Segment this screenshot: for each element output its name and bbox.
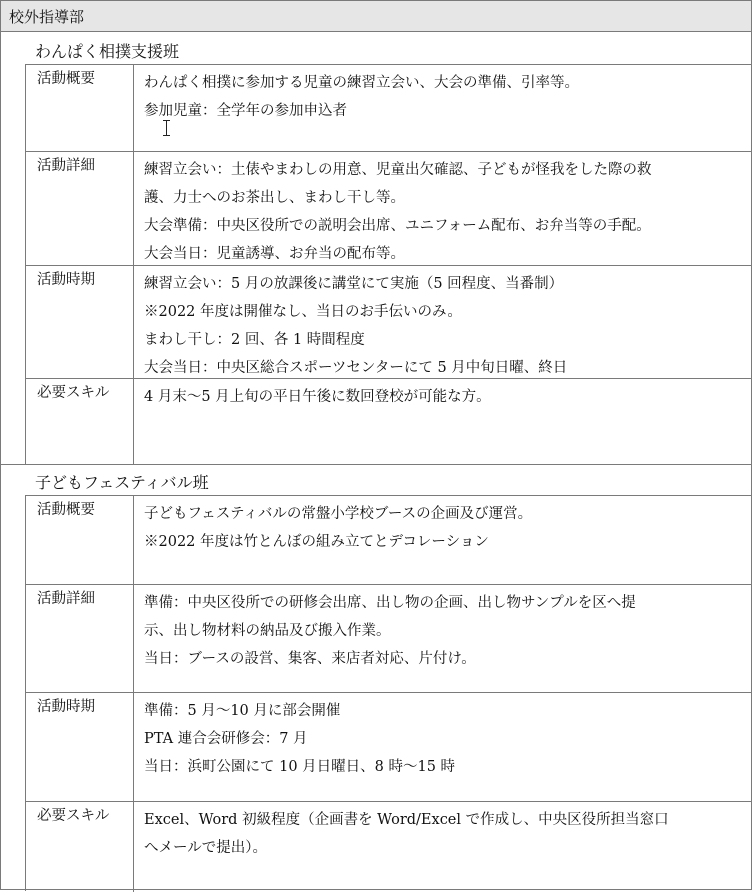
- row-content[interactable]: 子どもフェスティバルの常盤小学校ブースの企画及び運営。 ※2022 年度は竹とんぼの組み立てとデコレーション: [144, 506, 533, 550]
- table-row: [26, 802, 752, 892]
- row-content[interactable]: 練習立会い：5 月の放課後に講堂にて実施（5 回程度、当番制） ※2022 年度は開催なし、当日のお手伝いのみ。 まわし干し：2 回、各 1 時間程度 大会当日：中央区総合スポーツセンターにて 5 月中旬日曜、終日: [144, 276, 568, 376]
- table-row: [26, 266, 752, 379]
- row-label: 必要スキル: [26, 379, 134, 465]
- row-label: 活動詳細: [26, 585, 134, 692]
- row-content[interactable]: わんぱく相撲に参加する児童の練習立会い、大会の準備、引率等。 参加児童：全学年の参加申込者: [144, 75, 579, 119]
- text-cursor-icon: [163, 120, 171, 136]
- team-title-festival: 子どもフェスティバル班: [35, 473, 209, 492]
- row-label: 活動概要: [26, 496, 134, 584]
- table-row: [26, 379, 752, 465]
- row-content[interactable]: 準備：中央区役所での研修会出席、出し物の企画、出し物サンプルを区へ提 示、出し物材料の納品及び搬入作業。 当日：ブースの設営、集客、来店者対応、片付け。: [144, 595, 636, 667]
- row-content[interactable]: 準備：5 月～10 月に部会開催 PTA 連合会研修会：7 月 当日：浜町公園にて 10 月日曜日、8 時～15 時: [144, 703, 456, 775]
- table-row: [26, 585, 752, 693]
- row-label: 活動概要: [26, 65, 134, 151]
- row-content[interactable]: Excel、Word 初級程度（企画書を Word/Excel で作成し、中央区役所担当窓口 へメールで提出）。: [144, 812, 669, 856]
- department-header: [1, 1, 751, 32]
- row-label: 活動時期: [26, 266, 134, 378]
- team-title-sumo: わんぱく相撲支援班: [35, 42, 180, 61]
- team-divider: [1, 464, 751, 465]
- table-row: [26, 693, 752, 802]
- row-label: 活動時期: [26, 693, 134, 801]
- team-table-sumo: [25, 64, 751, 464]
- row-label: 必要スキル: [26, 802, 134, 892]
- team-table-festival: [25, 495, 751, 891]
- table-row: [26, 65, 752, 152]
- table-row: [26, 152, 752, 266]
- department-title: 校外指導部: [9, 8, 85, 26]
- row-content[interactable]: 練習立会い：土俵やまわしの用意、児童出欠確認、子どもが怪我をした際の救 護、力士へのお茶出し、まわし干し等。 大会準備：中央区役所での説明会出席、ユニフォーム配布、お弁当等の手配。 大会当日：児童誘導、お弁当の配布等。: [144, 162, 652, 262]
- table-row: [26, 496, 752, 585]
- row-content[interactable]: 4 月末～5 月上旬の平日午後に数回登校が可能な方。: [144, 389, 491, 405]
- row-label: 活動詳細: [26, 152, 134, 265]
